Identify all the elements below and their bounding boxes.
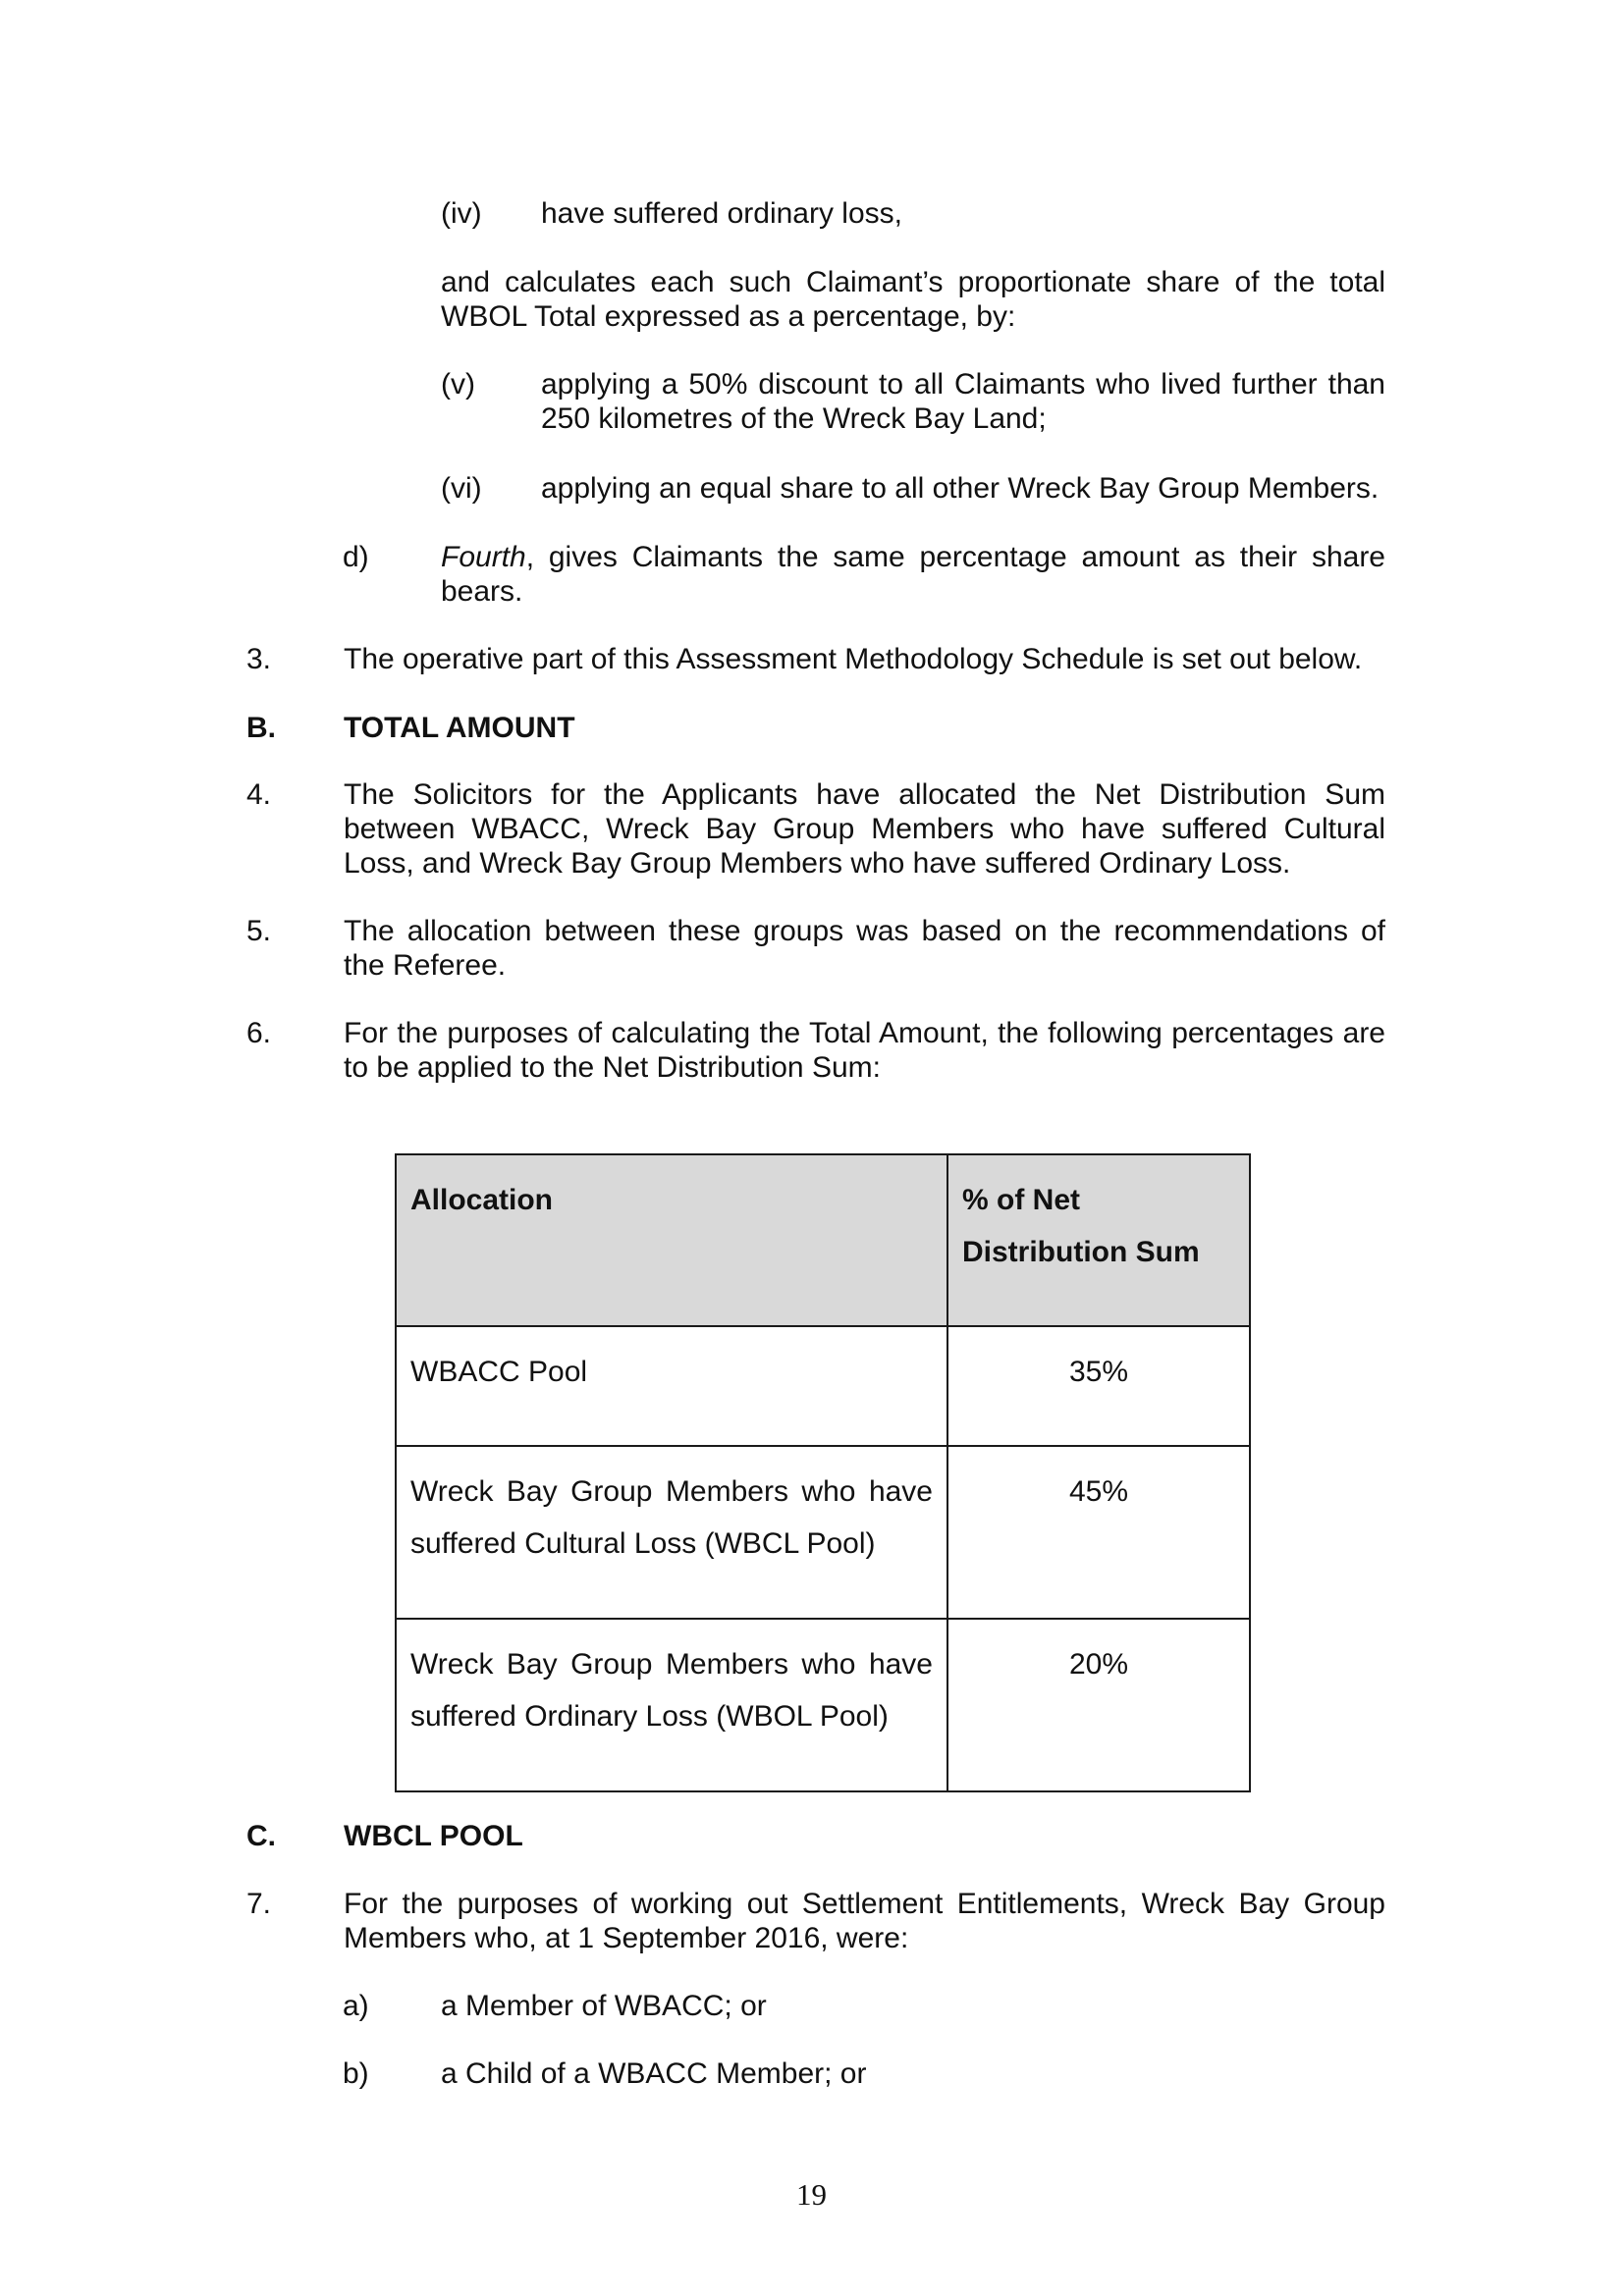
paragraph-text: For the purposes of working out Settlement Entitlements, Wreck Bay Group Members who, at 1 September 2016, were: [344,1888,1385,1954]
emphasis-text: Fourth [441,541,526,573]
section-heading: TOTAL AMOUNT [344,712,575,744]
table-header-cell: Allocation [396,1154,947,1326]
paragraph-number: 5. [246,915,272,947]
percent-cell: 45% [947,1446,1250,1619]
item-text: applying an equal share to all other Wreck Bay Group Members. [541,472,1380,505]
item-label: (vi) [441,472,482,505]
percent-cell: 20% [947,1619,1250,1791]
table-row [396,1619,1250,1791]
paragraph-text: The Solicitors for the Applicants have allocated the Net Distribution Sum between WBACC, Wreck Bay Group Members who have suffered Cultural Loss, and Wreck Bay Group Members who have suffered Ordinary Loss. [344,778,1385,880]
paragraph-number: 3. [246,643,272,675]
allocation-cell: Wreck Bay Group Members who have suffered Ordinary Loss (WBOL Pool) [396,1619,947,1791]
percent-cell: 35% [947,1326,1250,1446]
table-header-row [396,1154,1250,1326]
paragraph-text: The operative part of this Assessment Methodology Schedule is set out below. [344,643,1363,675]
table-row [396,1326,1250,1446]
paragraph-number: 6. [246,1017,272,1049]
item-text: applying a 50% discount to all Claimants who lived further than 250 kilometres of the Wreck Bay Land; [541,368,1385,435]
table-row [396,1446,1250,1619]
item-label: (v) [441,368,475,400]
table-header-cell: % of Net Distribution Sum [947,1154,1250,1326]
paragraph-number: 4. [246,778,272,811]
allocation-table [395,1153,1251,1792]
item-label: (iv) [441,197,482,230]
paragraph-number: 7. [246,1888,272,1920]
allocation-cell: WBACC Pool [396,1326,947,1446]
allocation-cell: Wreck Bay Group Members who have suffered Cultural Loss (WBCL Pool) [396,1446,947,1619]
page-number: 19 [796,2177,827,2212]
section-heading: WBCL POOL [344,1820,523,1852]
item-text-rest: , gives Claimants the same percentage amount as their share bears. [441,541,1385,608]
item-text: a Member of WBACC; or [441,1990,767,2022]
section-letter: B. [246,712,276,744]
item-label: a) [343,1990,369,2022]
paragraph-text: The allocation between these groups was based on the recommendations of the Referee. [344,915,1385,982]
paragraph-text: and calculates each such Claimant’s proportionate share of the total WBOL Total expressed as a percentage, by: [441,266,1385,333]
item-text: a Child of a WBACC Member; or [441,2057,867,2090]
item-text [441,540,1385,609]
item-label: d) [343,541,369,573]
section-letter: C. [246,1820,276,1852]
item-text: have suffered ordinary loss, [541,197,902,230]
item-label: b) [343,2057,369,2090]
paragraph-text: For the purposes of calculating the Total Amount, the following percentages are to be applied to the Net Distribution Sum: [344,1017,1385,1084]
